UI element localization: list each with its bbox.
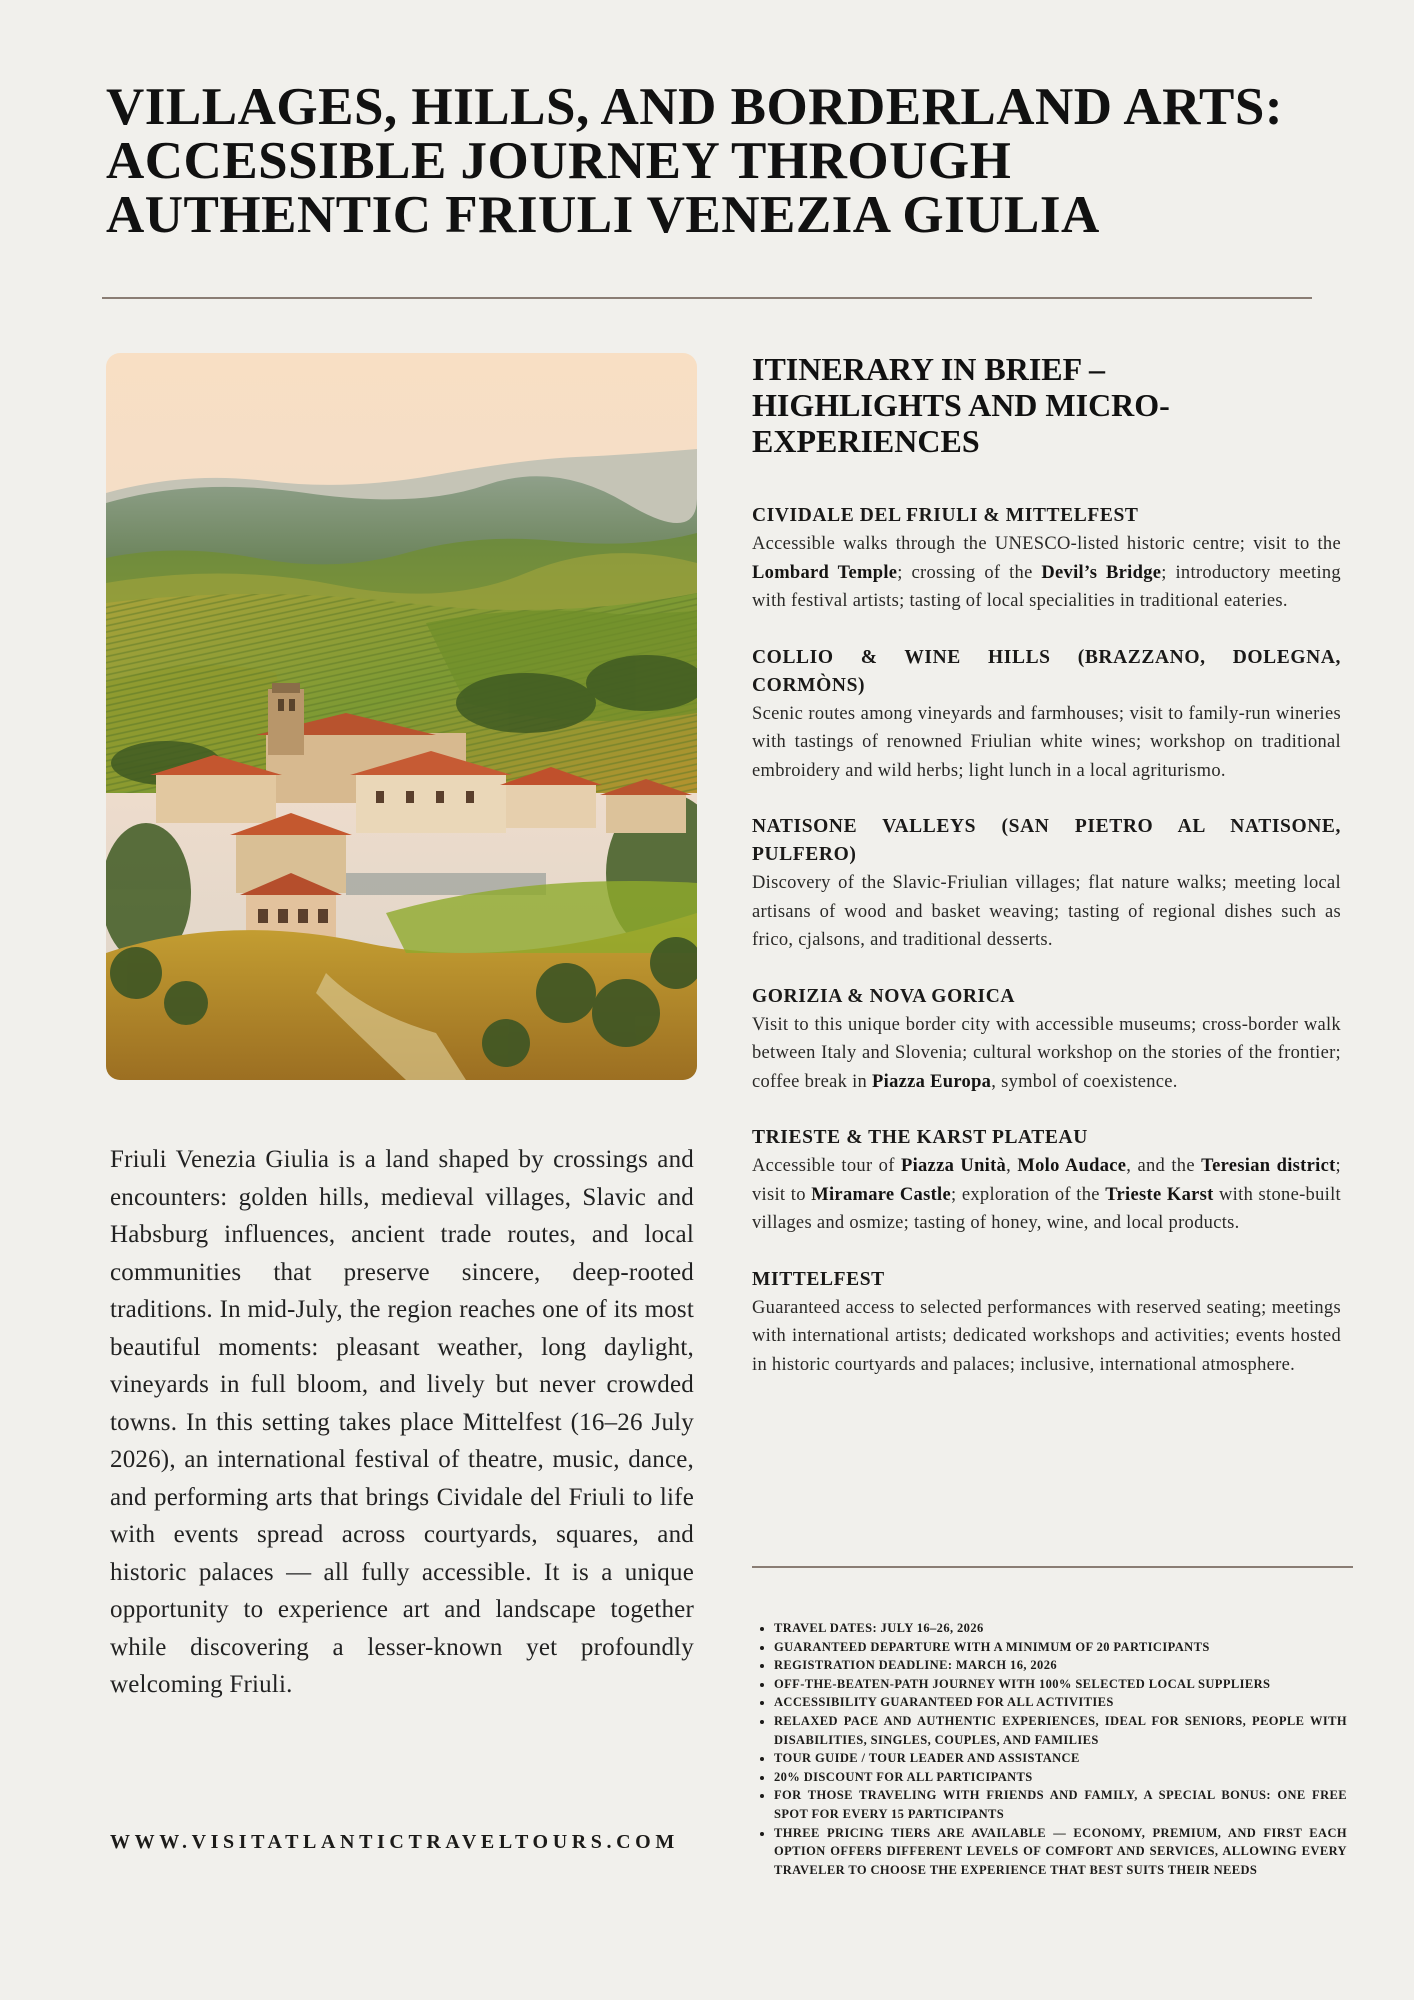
- trip-facts-list: [752, 1619, 1347, 1879]
- itinerary-stop: [752, 502, 1341, 616]
- stop-description: Accessible walks through the UNESCO-listed historic centre; visit to the Lombard Temple; crossing of the Devil’s Bridge; introductory meeting with festival artists; tasting of local specialities in traditional eateries.: [752, 534, 1341, 611]
- stop-name: GORIZIA & NOVA GORICA: [752, 985, 1016, 1007]
- itinerary-stop: [752, 1266, 1341, 1380]
- stop-description: Discovery of the Slavic-Friulian villages; flat nature walks; meeting local artisans of wood and basket weaving; tasting of regional dishes such as frico, cjalsons, and traditional desserts.: [752, 873, 1341, 950]
- fact-item: • THREE PRICING TIERS ARE AVAILABLE — ECONOMY, PREMIUM, AND FIRST EACH OPTION OFFERS DIFFERENT LEVELS OF COMFORT AND SERVICES, ALLOWING EVERY TRAVELER TO CHOOSE THE EXPERIENCE THAT BEST SUITS THEIR NEEDS: [774, 1824, 1347, 1880]
- fact-item: • TRAVEL DATES: JULY 16–26, 2026: [774, 1619, 1347, 1638]
- itinerary-stop: [752, 1124, 1341, 1238]
- fact-item: • OFF-THE-BEATEN-PATH JOURNEY WITH 100% SELECTED LOCAL SUPPLIERS: [774, 1675, 1347, 1694]
- fact-item: • RELAXED PACE AND AUTHENTIC EXPERIENCES, IDEAL FOR SENIORS, PEOPLE WITH DISABILITIES, SINGLES, COUPLES, AND FAMILIES: [774, 1712, 1347, 1749]
- highlight-place: Lombard Temple: [752, 562, 898, 583]
- stop-name: TRIESTE & THE KARST PLATEAU: [752, 1127, 1088, 1148]
- title-divider: [102, 297, 1312, 299]
- highlight-place: Miramare Castle: [811, 1184, 951, 1205]
- fact-item: • REGISTRATION DEADLINE: MARCH 16, 2026: [774, 1656, 1347, 1675]
- fact-item: • FOR THOSE TRAVELING WITH FRIENDS AND FAMILY, A SPECIAL BONUS: ONE FREE SPOT FOR EVERY 15 PARTICIPANTS: [774, 1786, 1347, 1823]
- page-title: [106, 80, 1336, 242]
- highlight-place: Devil’s Bridge: [1041, 562, 1162, 583]
- highlight-place: Piazza Unità: [900, 1156, 1007, 1176]
- itinerary-stop: [752, 644, 1341, 786]
- highlight-place: Teresian district: [1201, 1156, 1336, 1176]
- highlight-place: Piazza Europa: [872, 1071, 992, 1092]
- fact-item: • 20% DISCOUNT FOR ALL PARTICIPANTS: [774, 1768, 1347, 1787]
- hillside-village-photo: [106, 353, 697, 1080]
- facts-divider: [752, 1566, 1353, 1568]
- intro-paragraph: Friuli Venezia Giulia is a land shaped by crossings and encounters: golden hills, medieval villages, Slavic and Habsburg influences, ancient trade routes, and local communities that preserve sincere, deep-rooted traditions. In mid-July, the region reaches one of its most beautiful moments: pleasant weather, long daylight, vineyards in full bloom, and lively but never crowded towns. In this setting takes place Mittelfest (16–26 July 2026), an international festival of theatre, music, dance, and performing arts that brings Cividale del Friuli to life with events spread across courtyards, squares, and historic palaces — all fully accessible. It is a unique opportunity to experience art and landscape together while discovering a lesser-known yet profoundly welcoming Friuli.: [110, 1146, 694, 1698]
- title-line: ACCESSIBLE JOURNEY THROUGH: [106, 132, 1012, 190]
- itinerary-heading: ITINERARY IN BRIEF – HIGHLIGHTS AND MICRO-EXPERIENCES: [752, 351, 1170, 459]
- highlight-place: Trieste Karst: [1105, 1184, 1214, 1205]
- stop-description: Visit to this unique border city with accessible museums; cross-border walk between Italy and Slovenia; cultural workshop on the stories of the frontier; coffee break in Piazza Europa, symbol of coexistence.: [752, 1014, 1341, 1092]
- highlight-place: Molo Audace: [1017, 1156, 1127, 1176]
- stop-name: COLLIO & WINE HILLS (BRAZZANO, DOLEGNA, CORMÒNS): [752, 646, 1341, 696]
- itinerary-stop: [752, 813, 1341, 955]
- title-line: AUTHENTIC FRIULI VENEZIA GIULIA: [106, 186, 1100, 244]
- stop-description: Accessible tour of Piazza Unità, Molo Audace, and the Teresian district; visit to Miramare Castle; exploration of the Trieste Karst with stone-built villages and osmize; tasting of honey, wine, and local products.: [752, 1156, 1341, 1233]
- title-line: VILLAGES, HILLS, AND BORDERLAND ARTS:: [106, 78, 1284, 136]
- website-link[interactable]: WWW.VISITATLANTICTRAVELTOURS.COM: [110, 1831, 679, 1853]
- stop-description: Scenic routes among vineyards and farmhouses; visit to family-run wineries with tastings of renowned Friulian white wines; workshop on traditional embroidery and wild herbs; light lunch in a local agriturismo.: [752, 703, 1341, 781]
- stop-name: CIVIDALE DEL FRIULI & MITTELFEST: [752, 505, 1139, 526]
- fact-item: • ACCESSIBILITY GUARANTEED FOR ALL ACTIVITIES: [774, 1693, 1347, 1712]
- stop-description: Guaranteed access to selected performances with reserved seating; meetings with international artists; dedicated workshops and activities; events hosted in historic courtyards and palaces; inclusive, international atmosphere.: [752, 1297, 1341, 1375]
- fact-item: • TOUR GUIDE / TOUR LEADER AND ASSISTANCE: [774, 1749, 1347, 1768]
- stop-name: NATISONE VALLEYS (SAN PIETRO AL NATISONE, PULFERO): [752, 816, 1341, 865]
- itinerary-list: [752, 502, 1341, 1407]
- stop-name: MITTELFEST: [752, 1268, 885, 1290]
- itinerary-stop: [752, 983, 1341, 1097]
- fact-item: • GUARANTEED DEPARTURE WITH A MINIMUM OF 20 PARTICIPANTS: [774, 1638, 1347, 1657]
